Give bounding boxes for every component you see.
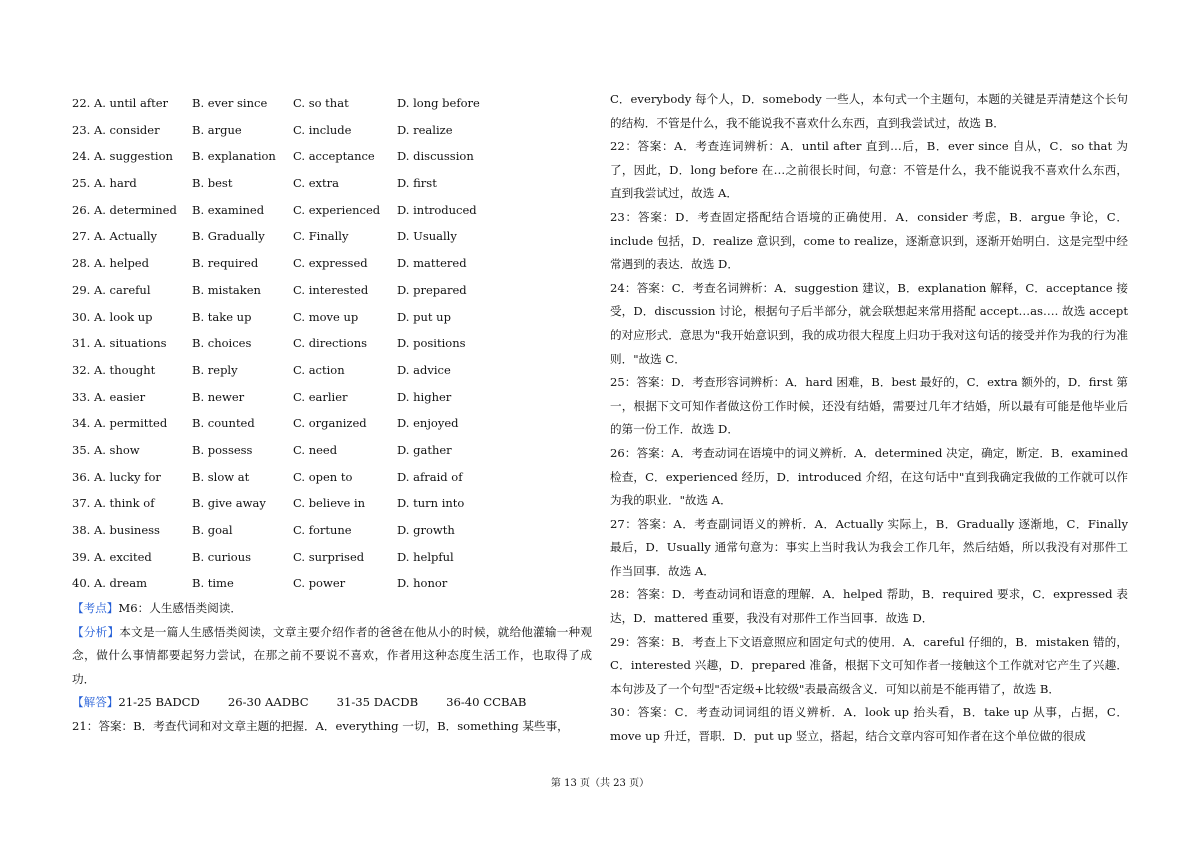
- option-row: [72, 143, 592, 170]
- explanation-paragraph: 22：答案：A．考查连词辨析：A．until after 直到…后，B．ever since 自从，C．so that 为了，因此，D．long before 在…之前很长时间，句意：不管是什么，我不能说我不喜欢什么东西，直到我尝试过，故选 A．: [610, 139, 1128, 201]
- option-d: D. discussion: [397, 149, 474, 164]
- right-column: [610, 88, 1128, 749]
- option-a: 25. A. hard: [72, 176, 137, 191]
- option-c: C. so that: [293, 96, 349, 110]
- answer-group: 26-30 AADBC: [227, 695, 309, 710]
- option-row: [72, 384, 592, 411]
- answer-group: 31-35 DACDB: [336, 695, 419, 710]
- option-d: D. prepared: [397, 282, 467, 297]
- option-c: C. earlier: [293, 389, 348, 404]
- option-a: 34. A. permitted: [72, 416, 168, 431]
- option-row: [72, 170, 592, 197]
- option-b: B. time: [192, 576, 234, 591]
- option-d: D. introduced: [397, 202, 477, 217]
- option-row: [72, 250, 592, 277]
- option-d: D. higher: [397, 389, 452, 404]
- explanation-paragraph: C．everybody 每个人，D．somebody 一些人，本句式一个主题句，本题的关键是弄清楚这个长句的结构．不管是什么，我不能说我不喜欢什么东西，直到我尝试过，故选 B．: [610, 92, 1128, 130]
- option-b: B. possess: [192, 442, 253, 457]
- option-c: C. need: [293, 442, 338, 457]
- kaodian-text: M6：人生感悟类阅读．: [118, 601, 242, 616]
- option-b: B. required: [192, 256, 259, 271]
- explanation-paragraph: 23：答案：D．考查固定搭配结合语境的正确使用．A．consider 考虑，B．argue 争论，C．include 包括，D．realize 意识到，come to realize，逐渐意识到，逐渐开始明白．这是完型中经常遇到的表达．故选 D．: [610, 209, 1128, 272]
- explanation-paragraph: 27：答案：A．考查副词语义的辨析．A．Actually 实际上，B．Gradually 逐渐地，C．Finally 最后，D．Usually 通常句意为：事实上当时我认为我会工作几年，然后结婚，所以我没有对那件工作当回事．故选 A．: [610, 516, 1128, 578]
- answer-group: 36-40 CCBAB: [446, 695, 527, 710]
- option-b: B. curious: [192, 549, 252, 564]
- option-row: [72, 277, 592, 304]
- option-b: B. give away: [192, 496, 266, 511]
- option-b: B. goal: [192, 523, 233, 537]
- option-d: D. realize: [397, 122, 453, 137]
- option-d: D. enjoyed: [397, 416, 459, 431]
- option-b: B. choices: [192, 336, 252, 351]
- option-d: D. Usually: [397, 229, 457, 244]
- option-a: 32. A. thought: [72, 362, 156, 377]
- option-row: [72, 223, 592, 250]
- option-a: 26. A. determined: [72, 202, 177, 217]
- option-d: D. long before: [397, 96, 480, 110]
- option-row: [72, 517, 592, 544]
- fenxi-tag: 【分析】: [72, 624, 120, 639]
- option-c: C. interested: [293, 282, 369, 297]
- option-a: 22. A. until after: [72, 96, 169, 110]
- option-row: [72, 197, 592, 224]
- option-c: C. action: [293, 362, 345, 377]
- option-row: [72, 117, 592, 144]
- option-d: D. honor: [397, 576, 448, 591]
- option-row: [72, 544, 592, 571]
- q21-explanation-start: [72, 715, 592, 739]
- option-a: 39. A. excited: [72, 549, 152, 564]
- option-c: C. surprised: [293, 549, 365, 564]
- option-b: B. slow at: [192, 469, 250, 484]
- option-b: B. argue: [192, 122, 242, 137]
- option-d: D. first: [397, 176, 437, 191]
- option-b: B. examined: [192, 202, 265, 217]
- option-d: D. turn into: [397, 496, 465, 511]
- explanation-paragraph: 26：答案：A．考查动词在语境中的词义辨析．A．determined 决定，确定，断定．B．examined 检查，C．experienced 经历，D．introduced 介绍，在这句话中"直到我确定我做的工作就可以作为我的职业．"故选 A．: [610, 445, 1128, 508]
- option-row: [72, 357, 592, 384]
- option-row: [72, 570, 592, 597]
- q21-text: 21：答案：B．考查代词和对文章主题的把握．A．everything 一切，B．something 某些事，: [72, 718, 569, 733]
- jieda-block: [72, 691, 592, 715]
- option-a: 30. A. look up: [72, 309, 153, 324]
- option-d: D. positions: [397, 336, 466, 351]
- explanation-paragraph: 29：答案：B．考查上下文语意照应和固定句式的使用．A．careful 仔细的，B．mistaken 错的，C．interested 兴趣，D．prepared 准备，根据下文可知作者一接触这个工作就对它产生了兴趣．本句涉及了一个句型"否定级+比较级"表最高级含义．可知以前是不能再错了，故选 B．: [610, 634, 1128, 696]
- option-b: B. newer: [192, 389, 245, 404]
- option-c: C. move up: [293, 309, 359, 324]
- option-c: C. believe in: [293, 496, 366, 511]
- explanation-paragraph: 24：答案：C．考查名词辨析：A．suggestion 建议，B．explanation 解释，C．acceptance 接受，D．discussion 讨论，根据句子后半部分，就会联想起来常用搭配 accept…as…. 故选 accept 的对应形式．意思为"我开始意识到，我的成功很大程度上归功于我对这句话的接受并作为我的行为准则．"故选 C．: [610, 280, 1128, 366]
- option-b: B. Gradually: [192, 229, 265, 244]
- option-d: D. growth: [397, 523, 455, 537]
- option-d: D. afraid of: [397, 469, 463, 484]
- option-c: C. organized: [293, 416, 367, 431]
- option-c: C. open to: [293, 469, 353, 484]
- option-b: B. counted: [192, 416, 255, 431]
- jieda-tag: 【解答】: [72, 695, 119, 710]
- option-d: D. gather: [397, 442, 452, 457]
- option-c: C. expressed: [293, 256, 368, 271]
- fenxi-text: 本文是一篇人生感悟类阅读，文章主要介绍作者的爸爸在他从小的时候，就给他灌输一种观念，做什么事情都要起努力尝试，在那之前不要说不喜欢，作者用这种态度生活工作，也取得了成功．: [72, 624, 592, 686]
- option-row: [72, 490, 592, 517]
- option-d: D. helpful: [397, 549, 454, 564]
- option-a: 40. A. dream: [72, 576, 147, 591]
- option-d: D. put up: [397, 309, 451, 324]
- option-b: B. reply: [192, 362, 238, 377]
- kaodian-block: [72, 597, 592, 621]
- explanation-paragraph: 28：答案：D．考查动词和语意的理解．A．helped 帮助，B．required 要求，C．expressed 表达，D．mattered 重要，我没有对那件工作当回事．故选 D．: [610, 587, 1128, 626]
- option-a: 29. A. careful: [72, 282, 151, 297]
- option-d: D. mattered: [397, 256, 467, 271]
- option-row: [72, 410, 592, 437]
- option-a: 33. A. easier: [72, 389, 146, 404]
- left-column: [72, 90, 592, 738]
- page-footer: 第 13 页（共 23 页）: [550, 778, 650, 789]
- option-c: C. fortune: [293, 523, 352, 537]
- option-a: 23. A. consider: [72, 122, 160, 137]
- option-row: [72, 330, 592, 357]
- option-c: C. extra: [293, 176, 339, 191]
- option-c: C. power: [293, 576, 346, 591]
- kaodian-tag: 【考点】: [72, 601, 119, 616]
- option-a: 38. A. business: [72, 523, 160, 537]
- option-b: B. mistaken: [192, 282, 261, 297]
- option-c: C. Finally: [293, 229, 349, 244]
- option-c: C. directions: [293, 336, 368, 351]
- option-c: C. experienced: [293, 202, 381, 217]
- option-a: 27. A. Actually: [72, 229, 158, 244]
- option-a: 24. A. suggestion: [72, 149, 173, 164]
- option-c: C. acceptance: [293, 149, 375, 164]
- option-row: [72, 464, 592, 491]
- option-d: D. advice: [397, 362, 451, 377]
- explanation-paragraph: 25：答案：D．考查形容词辨析：A．hard 困难，B．best 最好的，C．extra 额外的，D．first 第一，根据下文可知作者做这份工作时候，还没有结婚，需要过几年才结婚，所以最有可能是他毕业后的第一份工作．故选 D．: [610, 375, 1128, 437]
- option-a: 36. A. lucky for: [72, 469, 161, 484]
- option-a: 28. A. helped: [72, 256, 149, 271]
- fenxi-block: [72, 621, 592, 692]
- option-a: 37. A. think of: [72, 496, 155, 511]
- option-row: [72, 304, 592, 331]
- option-a: 31. A. situations: [72, 336, 167, 351]
- explanation-paragraph: 30：答案：C．考查动词词组的语义辨析．A．look up 抬头看，B．take up 从事，占据，C．move up 升迁，晋职．D．put up 竖立，搭起，结合文章内容可知作者在这个单位做的很成: [610, 705, 1128, 744]
- option-a: 35. A. show: [72, 442, 140, 457]
- option-row: [72, 437, 592, 464]
- option-b: B. best: [192, 176, 233, 191]
- explanations: [610, 88, 1128, 749]
- answer-group: 21-25 BADCD: [118, 695, 200, 710]
- option-c: C. include: [293, 122, 352, 137]
- option-b: B. take up: [192, 309, 252, 324]
- option-row: [72, 90, 592, 117]
- option-b: B. ever since: [192, 96, 268, 110]
- option-b: B. explanation: [192, 149, 276, 164]
- options-table: [72, 90, 592, 597]
